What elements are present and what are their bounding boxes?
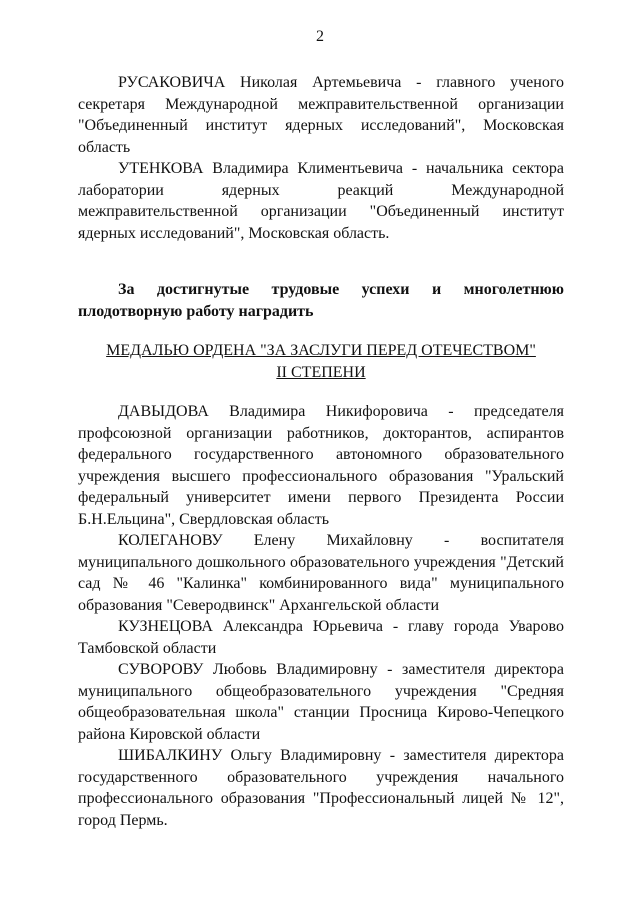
recipients-list-bottom	[78, 401, 564, 831]
recipient-entry: УТЕНКОВА Владимира Климентьевича - начальника сектора лаборатории ядерных реакций Международной межправительственной организации "Объединенный институт ядерных исследований", Московская область.	[78, 160, 564, 242]
recipient-entry: ШИБАЛКИНУ Ольгу Владимировну - заместителя директора государственного образовательного учреждения начального профессионального образования "Профессиональный лицей № 12", город Пермь.	[78, 747, 564, 829]
medal-title-line1-wrap	[78, 340, 564, 362]
recipient-entry: КОЛЕГАНОВУ Елену Михайловну - воспитателя муниципального дошкольного образовательного учреждения "Детский сад № 46 "Калинка" комбинированного вида" муниципального образования "Северодвинск" Архангельской области	[78, 532, 564, 614]
recipient-entry: КУЗНЕЦОВА Александра Юрьевича - главу города Уварово Тамбовской области	[78, 618, 564, 657]
award-intro-block	[78, 279, 564, 322]
award-intro: За достигнутые трудовые успехи и многолетнюю плодотворную работу наградить	[78, 281, 564, 320]
recipient-entry: СУВОРОВУ Любовь Владимировну - заместителя директора муниципального общеобразовательного учреждения "Средняя общеобразовательная школа" станции Просница Кирово-Чепецкого района Кировской области	[78, 661, 564, 743]
recipients-list-top	[78, 72, 564, 244]
recipient-entry: РУСАКОВИЧА Николая Артемьевича - главного ученого секретаря Международной межправительственной организации "Объединенный институт ядерных исследований", Московская область	[78, 74, 564, 156]
page-number: 2	[316, 28, 324, 45]
medal-title-line1: МЕДАЛЬЮ ОРДЕНА "ЗА ЗАСЛУГИ ПЕРЕД ОТЕЧЕСТВОМ"	[106, 342, 536, 359]
medal-title-line2-wrap	[78, 362, 564, 384]
medal-title-line2: II СТЕПЕНИ	[276, 363, 366, 381]
medal-title-block	[78, 340, 564, 383]
recipient-entry: ДАВЫДОВА Владимира Никифоровича - председателя профсоюзной организации работников, докторантов, аспирантов федерального государственного автономного образовательного учреждения высшего профессионального образования "Уральский федеральный университет имени первого Президента России Б.Н.Ельцина", Свердловская область	[78, 403, 564, 528]
